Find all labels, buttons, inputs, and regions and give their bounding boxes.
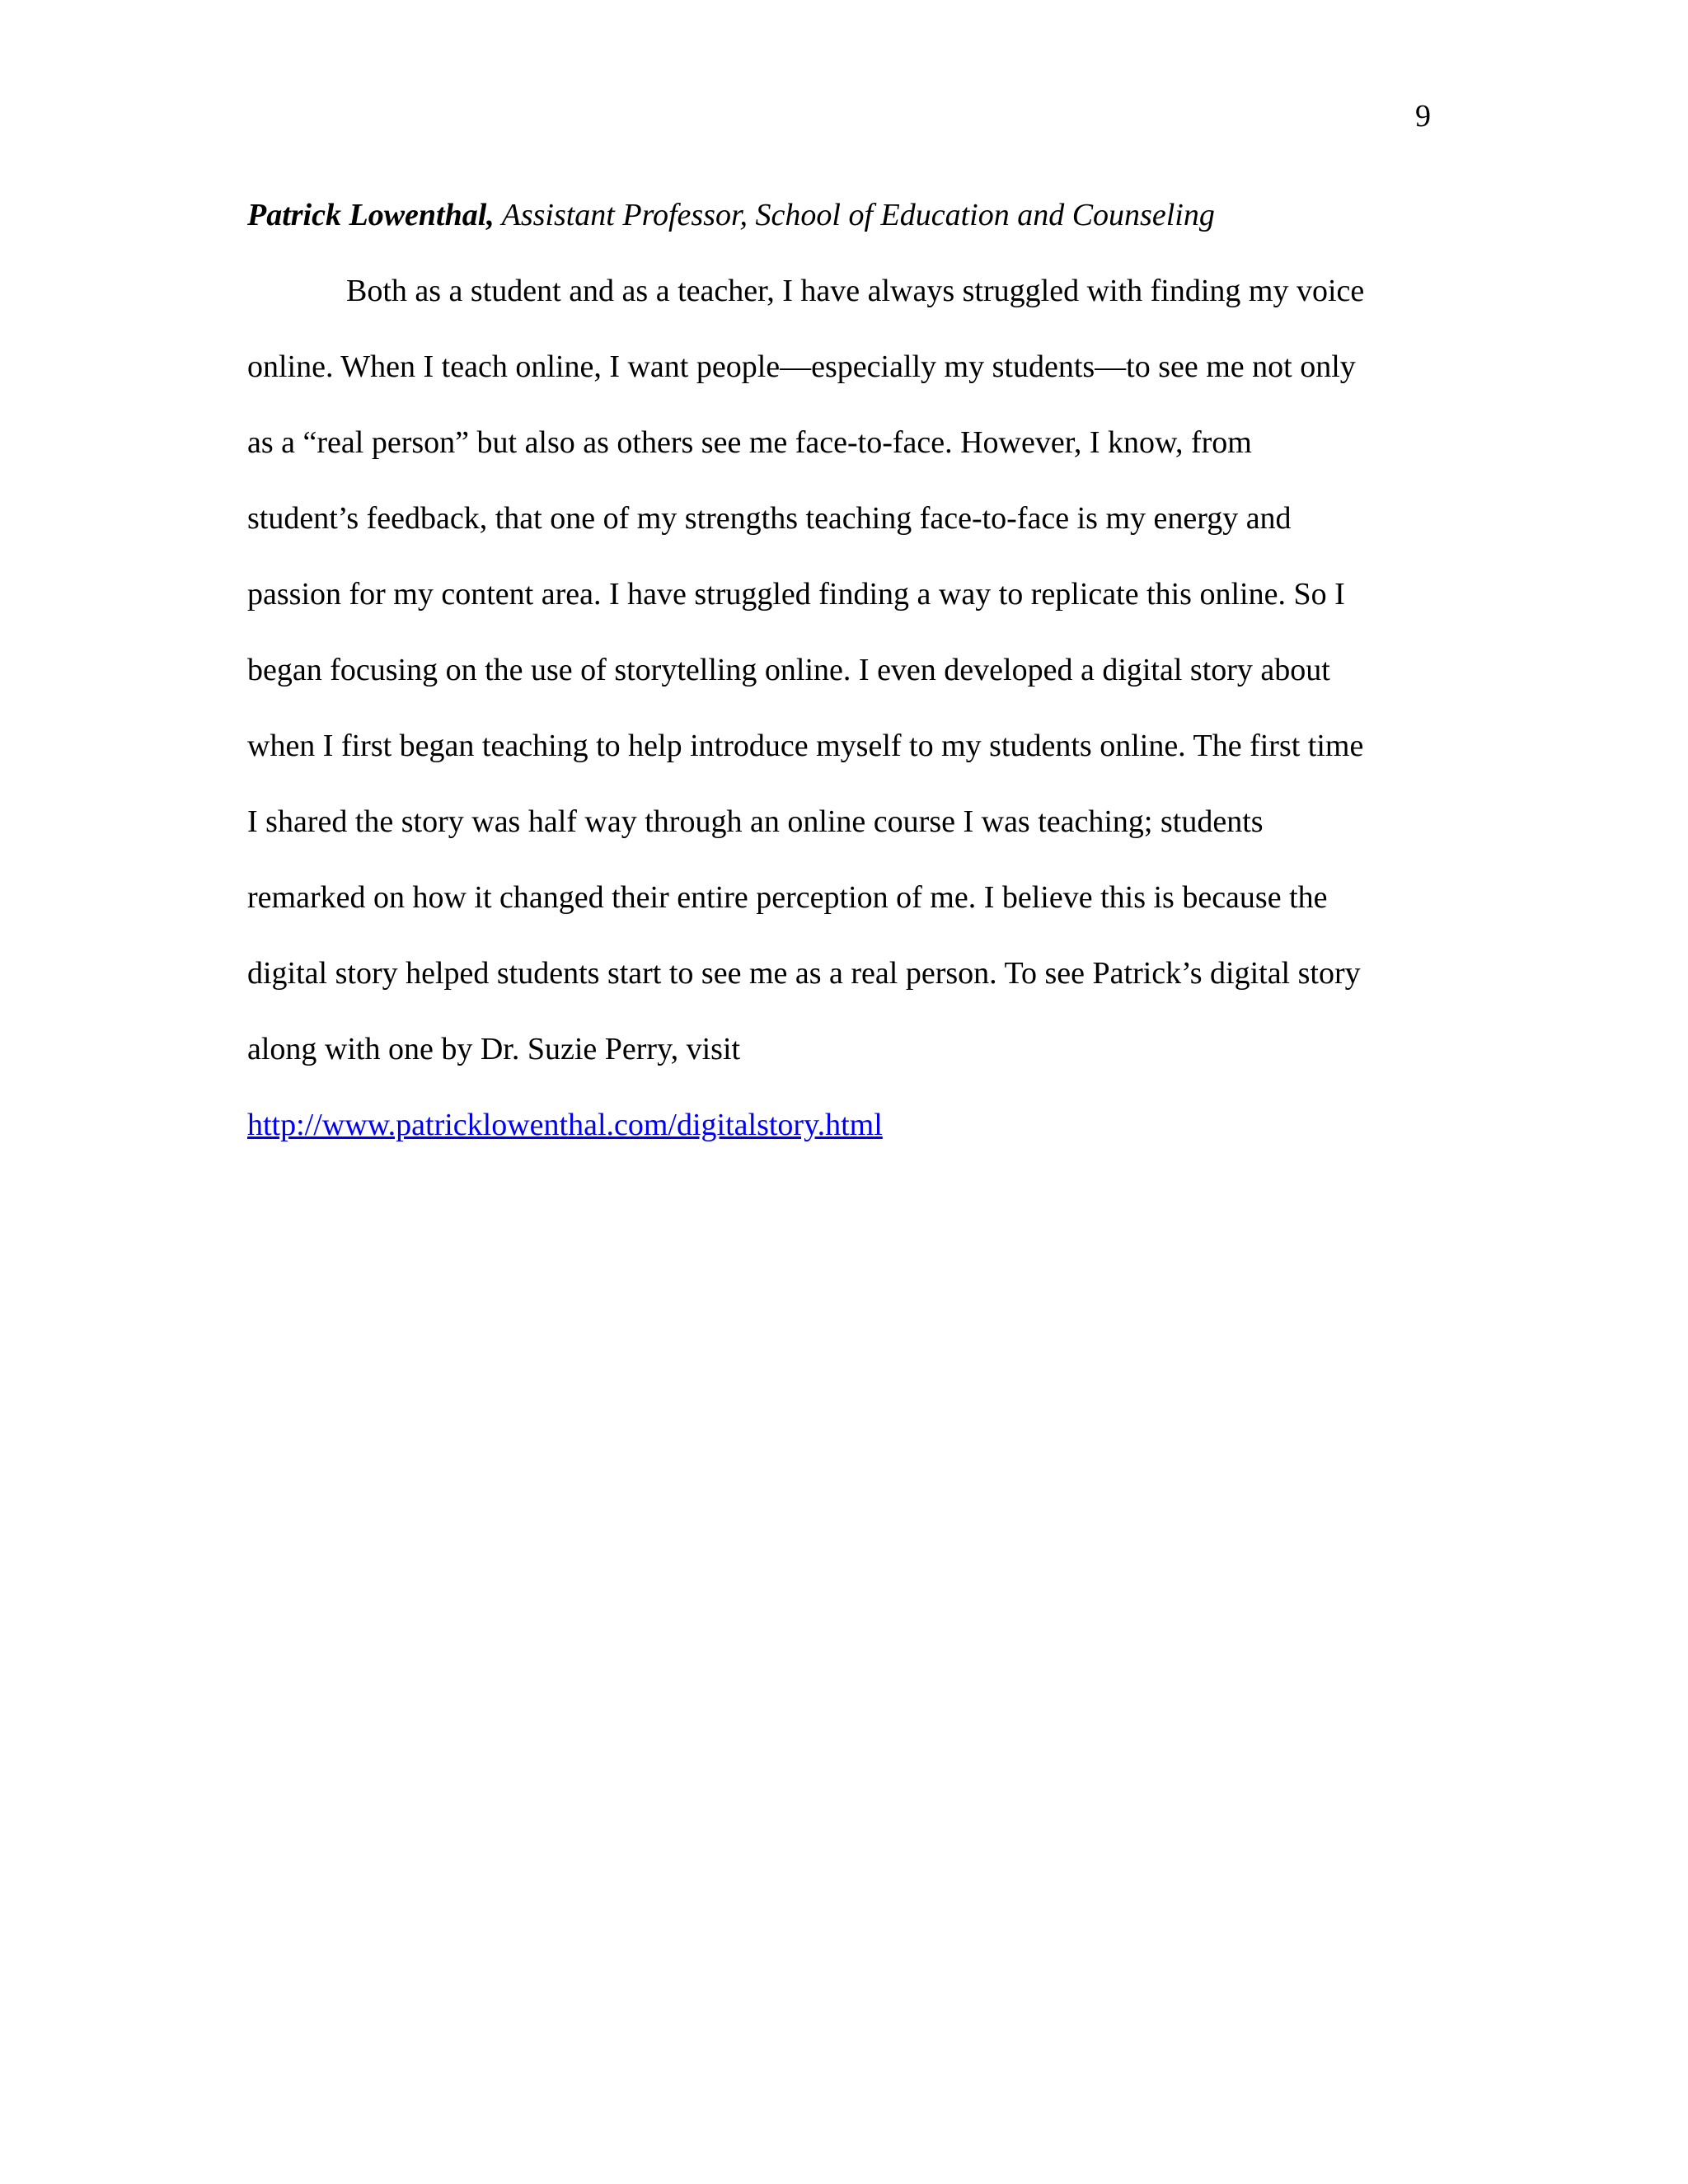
author-name: Patrick Lowenthal, bbox=[247, 198, 495, 232]
section-heading bbox=[247, 196, 1434, 272]
document-body bbox=[247, 196, 1434, 1182]
author-affiliation: Assistant Professor, School of Education and Counseling bbox=[494, 198, 1215, 232]
digital-story-link[interactable]: http://www.patricklowenthal.com/digitalstory.html bbox=[247, 1108, 883, 1142]
paragraph-line: remarked on how it changed their entire perception of me. I believe this is because the bbox=[247, 880, 1328, 915]
paragraph-line bbox=[247, 1106, 1434, 1182]
paragraph-line: online. When I teach online, I want people—especially my students—to see me not only bbox=[247, 349, 1356, 384]
paragraph-line: when I first began teaching to help introduce myself to my students online. The first time bbox=[247, 729, 1364, 763]
paragraph-line: Both as a student and as a teacher, I have always struggled with finding my voice bbox=[346, 274, 1365, 308]
paragraph-line: digital story helped students start to see me as a real person. To see Patrick’s digital story bbox=[247, 956, 1361, 991]
paragraph-line: began focusing on the use of storytelling online. I even developed a digital story about bbox=[247, 653, 1330, 687]
page-number: 9 bbox=[1415, 99, 1431, 134]
paragraph-line: I shared the story was half way through an online course I was teaching; students bbox=[247, 804, 1264, 839]
body-paragraph bbox=[247, 272, 1434, 1182]
paragraph-line: student’s feedback, that one of my strengths teaching face-to-face is my energy and bbox=[247, 501, 1292, 536]
paragraph-line: as a “real person” but also as others see me face-to-face. However, I know, from bbox=[247, 425, 1252, 460]
paragraph-line: passion for my content area. I have struggled finding a way to replicate this online. So I bbox=[247, 577, 1345, 612]
paragraph-line: along with one by Dr. Suzie Perry, visit bbox=[247, 1032, 741, 1066]
